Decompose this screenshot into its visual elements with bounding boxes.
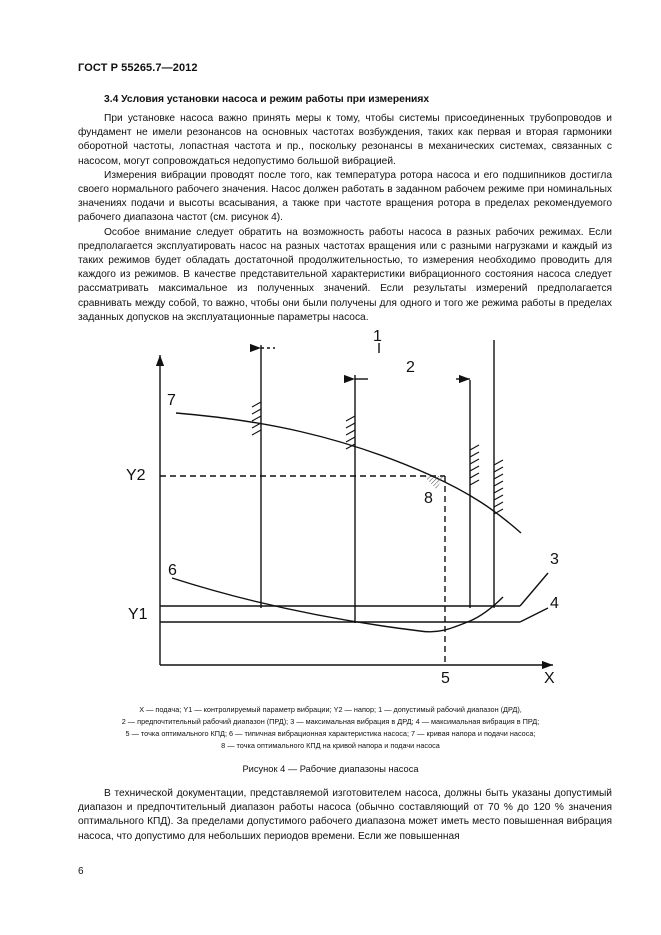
label-y2: Y2 bbox=[126, 467, 146, 484]
label-1: 1 bbox=[373, 328, 382, 345]
leader-3 bbox=[520, 573, 548, 606]
page-number: 6 bbox=[78, 866, 84, 877]
paragraph: В технической документации, представляемой изготовителем насоса, должны быть указаны допустимый диапазон и предпочтительный диапазон работы насоса (обычно составляющий от 70 % до 120 % значения оптимального КПД). За пределами допустимого рабочего диапазона может иметь место повышенная вибрация насоса, что допустимо для небольших периодов времени. Если же повышенная bbox=[78, 788, 612, 842]
figure-legend bbox=[60, 704, 601, 752]
label-2: 2 bbox=[406, 359, 415, 376]
label-x: X bbox=[544, 670, 555, 687]
label-4: 4 bbox=[550, 595, 559, 612]
legend-line: 2 — предпочтительный рабочий диапазон (ПРД); 3 — максимальная вибрация в ДРД; 4 — максимальная вибрация в ПРД; bbox=[121, 717, 540, 726]
optimum-point-marker bbox=[424, 476, 445, 489]
hatch-prd-right bbox=[470, 445, 479, 485]
paragraph: При установке насоса важно принять меры к тому, чтобы системы присоединенных трубопроводов и фундамент не имели резонансов на основных частотах возбуждения, таких как первая и вторая гармоники оборотной частоты, лопастная частота и пр., поскольку резонансы в механических системах, связанных с насосом, могут сопровождаться недопустимо большой вибрацией. bbox=[78, 113, 612, 167]
label-3: 3 bbox=[550, 551, 559, 568]
legend-line: 5 — точка оптимального КПД; 6 — типичная вибрационная характеристика насоса; 7 — кривая напора и подачи насоса; bbox=[125, 729, 536, 738]
legend-line: X — подача; Y1 — контролируемый параметр вибрации; Y2 — напор; 1 — допустимый рабочий диапазон (ДРД), bbox=[139, 705, 522, 714]
figure-caption: Рисунок 4 — Рабочие диапазоны насоса bbox=[242, 764, 419, 774]
label-6: 6 bbox=[168, 562, 177, 579]
leader-4 bbox=[520, 608, 548, 622]
label-5: 5 bbox=[441, 670, 450, 687]
paragraph: Измерения вибрации проводят после того, как температура ротора насоса и его подшипников достигла своего нормального рабочего значения. Насос должен работать в заданном рабочем режиме при номинальных значениях подачи и высоты всасывания, а также при частоте вращения ротора в пределах рекомендуемого рабочего диапазона частот (см. рисунок 4). bbox=[78, 169, 612, 224]
label-7: 7 bbox=[167, 392, 176, 409]
label-y1: Y1 bbox=[128, 606, 148, 623]
head-flow-curve bbox=[176, 413, 521, 533]
hatch-drd-right bbox=[494, 460, 503, 514]
document-header: ГОСТ Р 55265.7—2012 bbox=[78, 62, 198, 74]
vibration-curve bbox=[172, 578, 503, 632]
label-8: 8 bbox=[424, 490, 433, 507]
paragraph: Особое внимание следует обратить на возможность работы насоса в разных рабочих режимах. Если предполагается эксплуатировать насос на разных частотах вращения или с разными нагрузками и каждый из таких режимов будет обладать достаточной продолжительностью, то измерения необходимо проводить для каждого из режимов. В качестве представительной характеристики вибрационного состояния насоса следует рассматривать максимальное из полученных значений. Если результаты измерений предполагается сравнивать между собой, то важно, чтобы они были получены для одного и того же режима работы в пределах заданных допусков на эксплуатационные параметры насоса. bbox=[78, 226, 612, 323]
section-title: 3.4 Условия установки насоса и режим работы при измерениях bbox=[104, 94, 430, 105]
hatch-drd-left bbox=[252, 402, 261, 435]
legend-line: 8 — точка оптимального КПД на кривой напора и подачи насоса bbox=[221, 741, 440, 750]
figure-operating-ranges bbox=[0, 325, 661, 695]
figure-diagram bbox=[0, 325, 661, 695]
body-text-bottom bbox=[78, 787, 612, 844]
body-text-top bbox=[78, 112, 612, 325]
